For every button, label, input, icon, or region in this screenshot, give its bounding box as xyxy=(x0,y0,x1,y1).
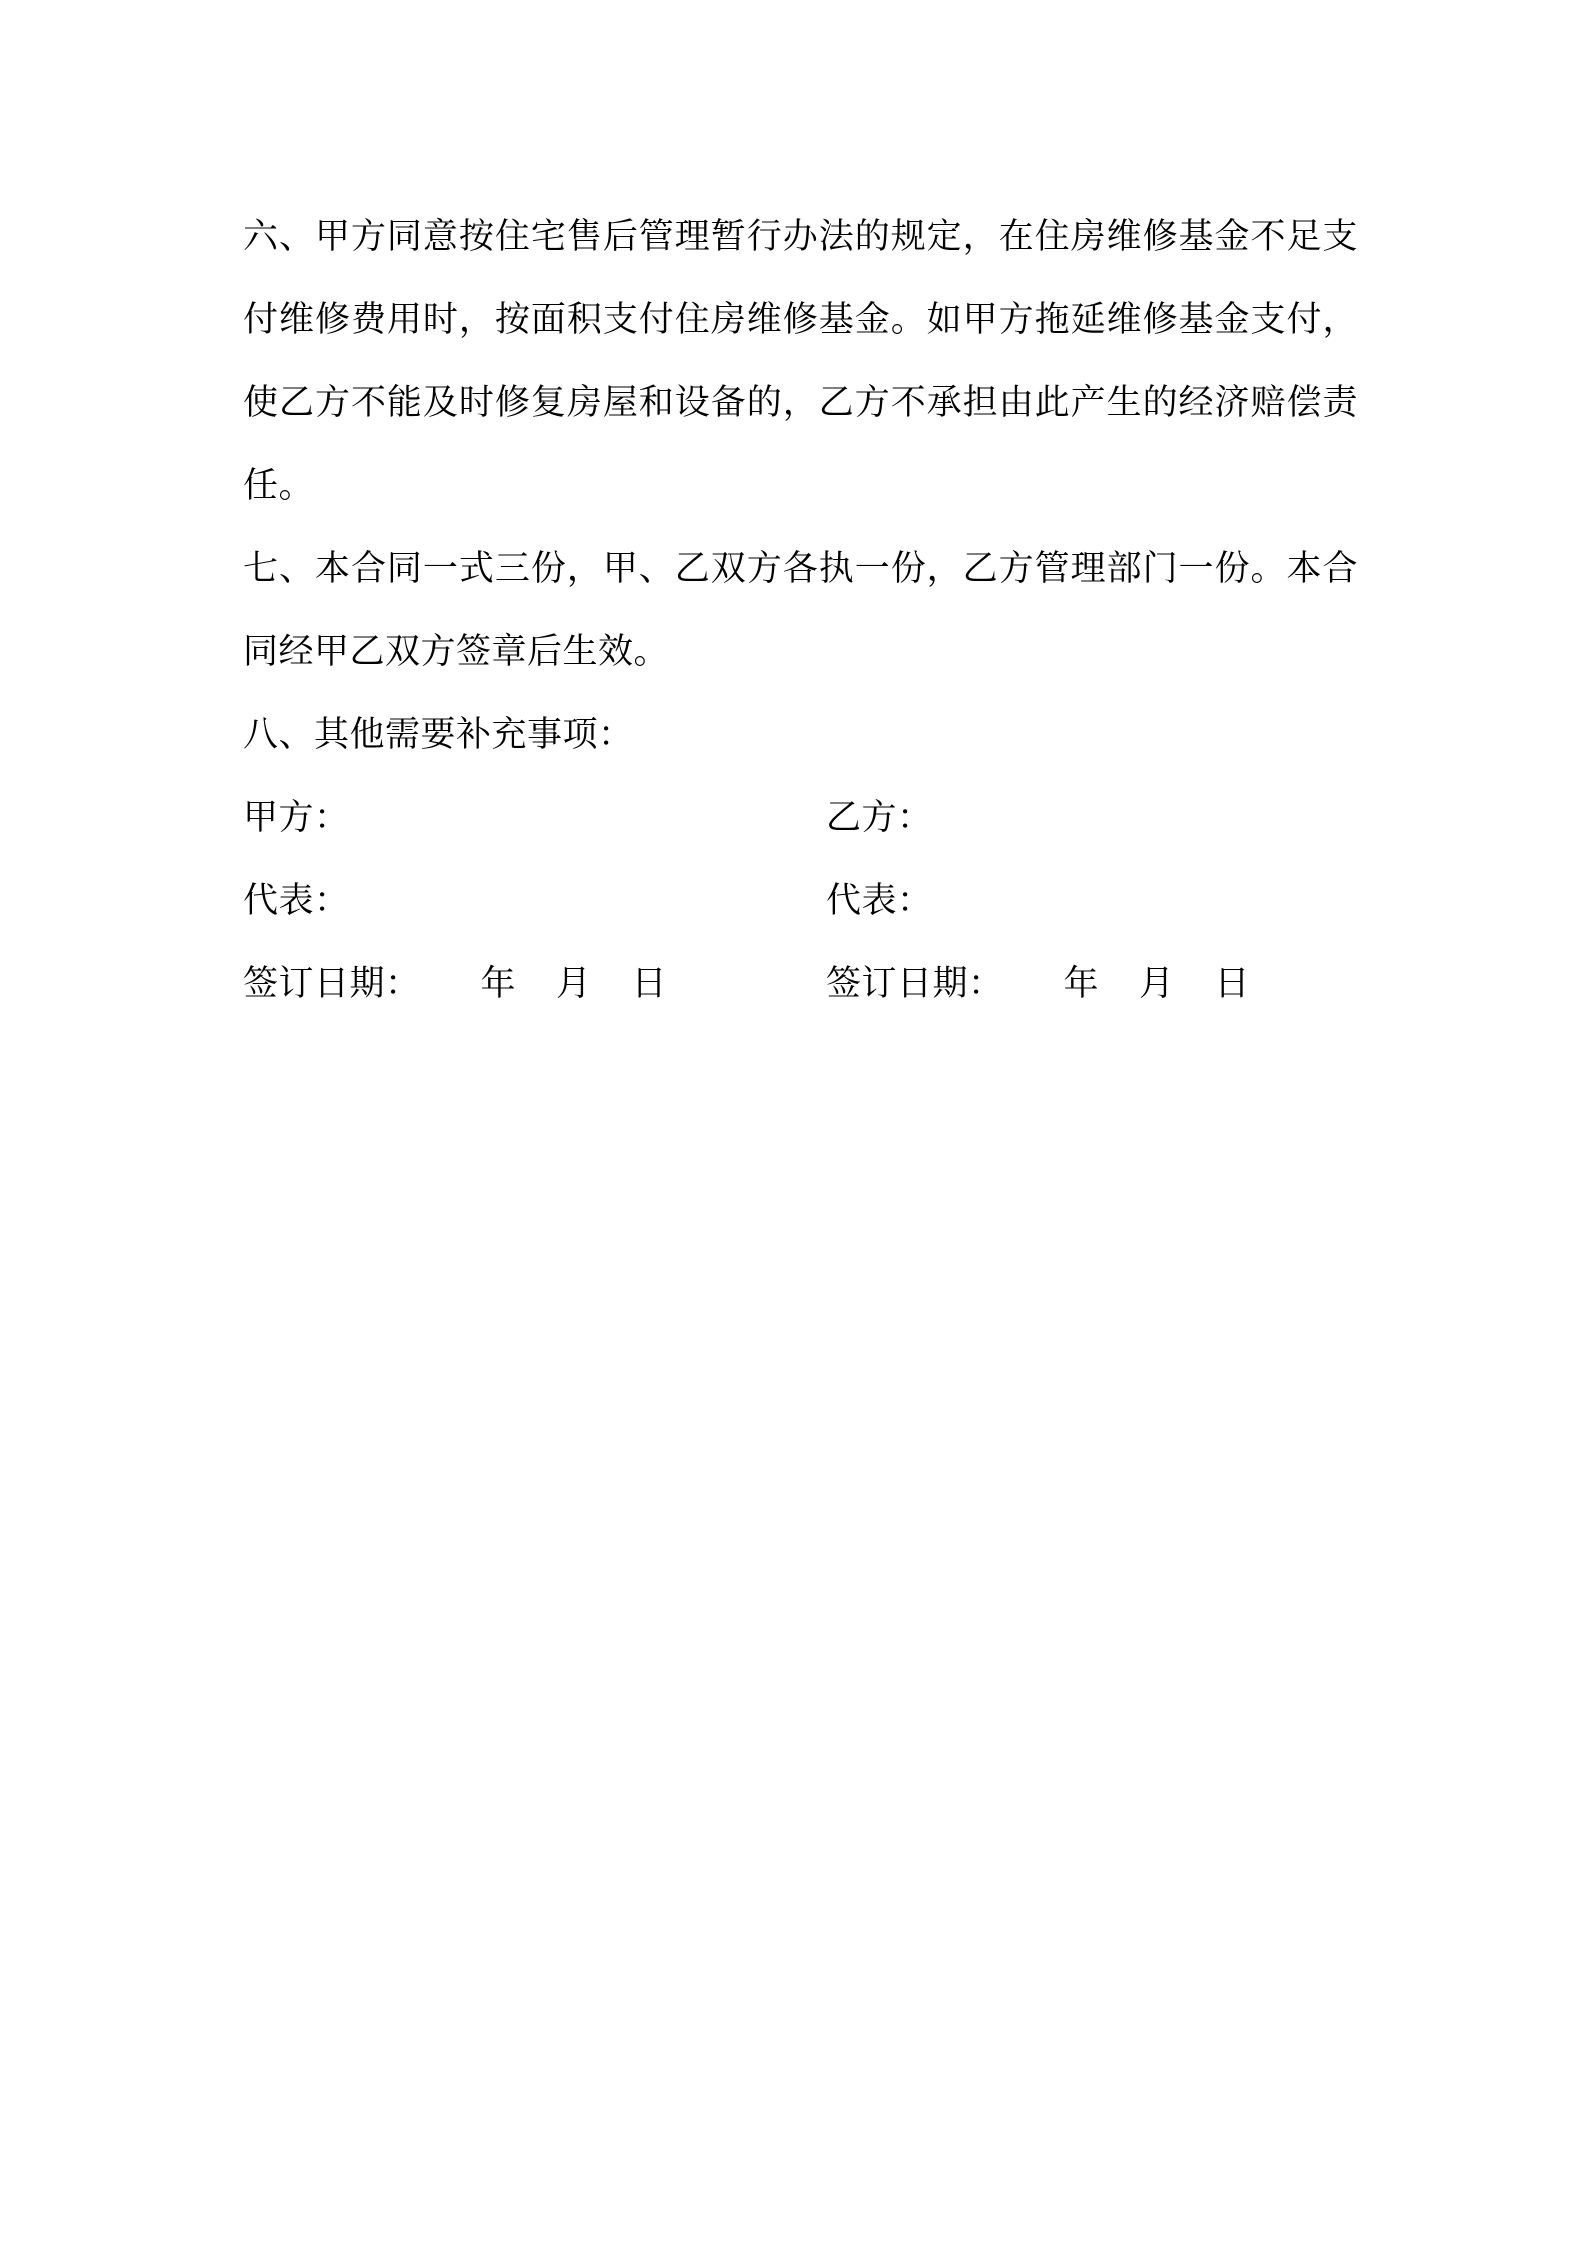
clause-six: 六、甲方同意按住宅售后管理暂行办法的规定，在住房维修基金不足支付维修费用时，按面积支付住房维修基金。如甲方拖延维修基金支付，使乙方不能及时修复房屋和设备的，乙方不承担由此产生的经济赔偿责任。 xyxy=(243,217,1358,506)
clause-eight: 八、其他需要补充事项： xyxy=(243,715,634,755)
rep-b-label: 代表： xyxy=(826,881,933,921)
party-row xyxy=(243,777,1358,860)
date-row xyxy=(243,943,1358,1026)
date-a-year: 年 xyxy=(480,964,517,1004)
party-b-label: 乙方： xyxy=(826,798,933,838)
party-a-field xyxy=(243,777,826,860)
date-a-day: 日 xyxy=(631,964,668,1004)
date-b-year: 年 xyxy=(1063,964,1100,1004)
representative-row xyxy=(243,860,1358,943)
document-body xyxy=(243,196,1358,1026)
rep-a-label: 代表： xyxy=(243,881,350,921)
date-b-field xyxy=(826,943,1358,1026)
rep-b-field xyxy=(826,860,1358,943)
date-b-label: 签订日期： xyxy=(826,964,1004,1004)
rep-a-field xyxy=(243,860,826,943)
date-a-label: 签订日期： xyxy=(243,964,421,1004)
date-b-day: 日 xyxy=(1214,964,1251,1004)
date-a-field xyxy=(243,943,826,1026)
date-a-month: 月 xyxy=(556,964,592,1004)
party-a-label: 甲方： xyxy=(243,798,350,838)
date-b-month: 月 xyxy=(1139,964,1175,1004)
clause-seven: 七、本合同一式三份，甲、乙双方各执一份，乙方管理部门一份。本合同经甲乙双方签章后生效。 xyxy=(243,549,1358,672)
party-b-field xyxy=(826,777,1358,860)
